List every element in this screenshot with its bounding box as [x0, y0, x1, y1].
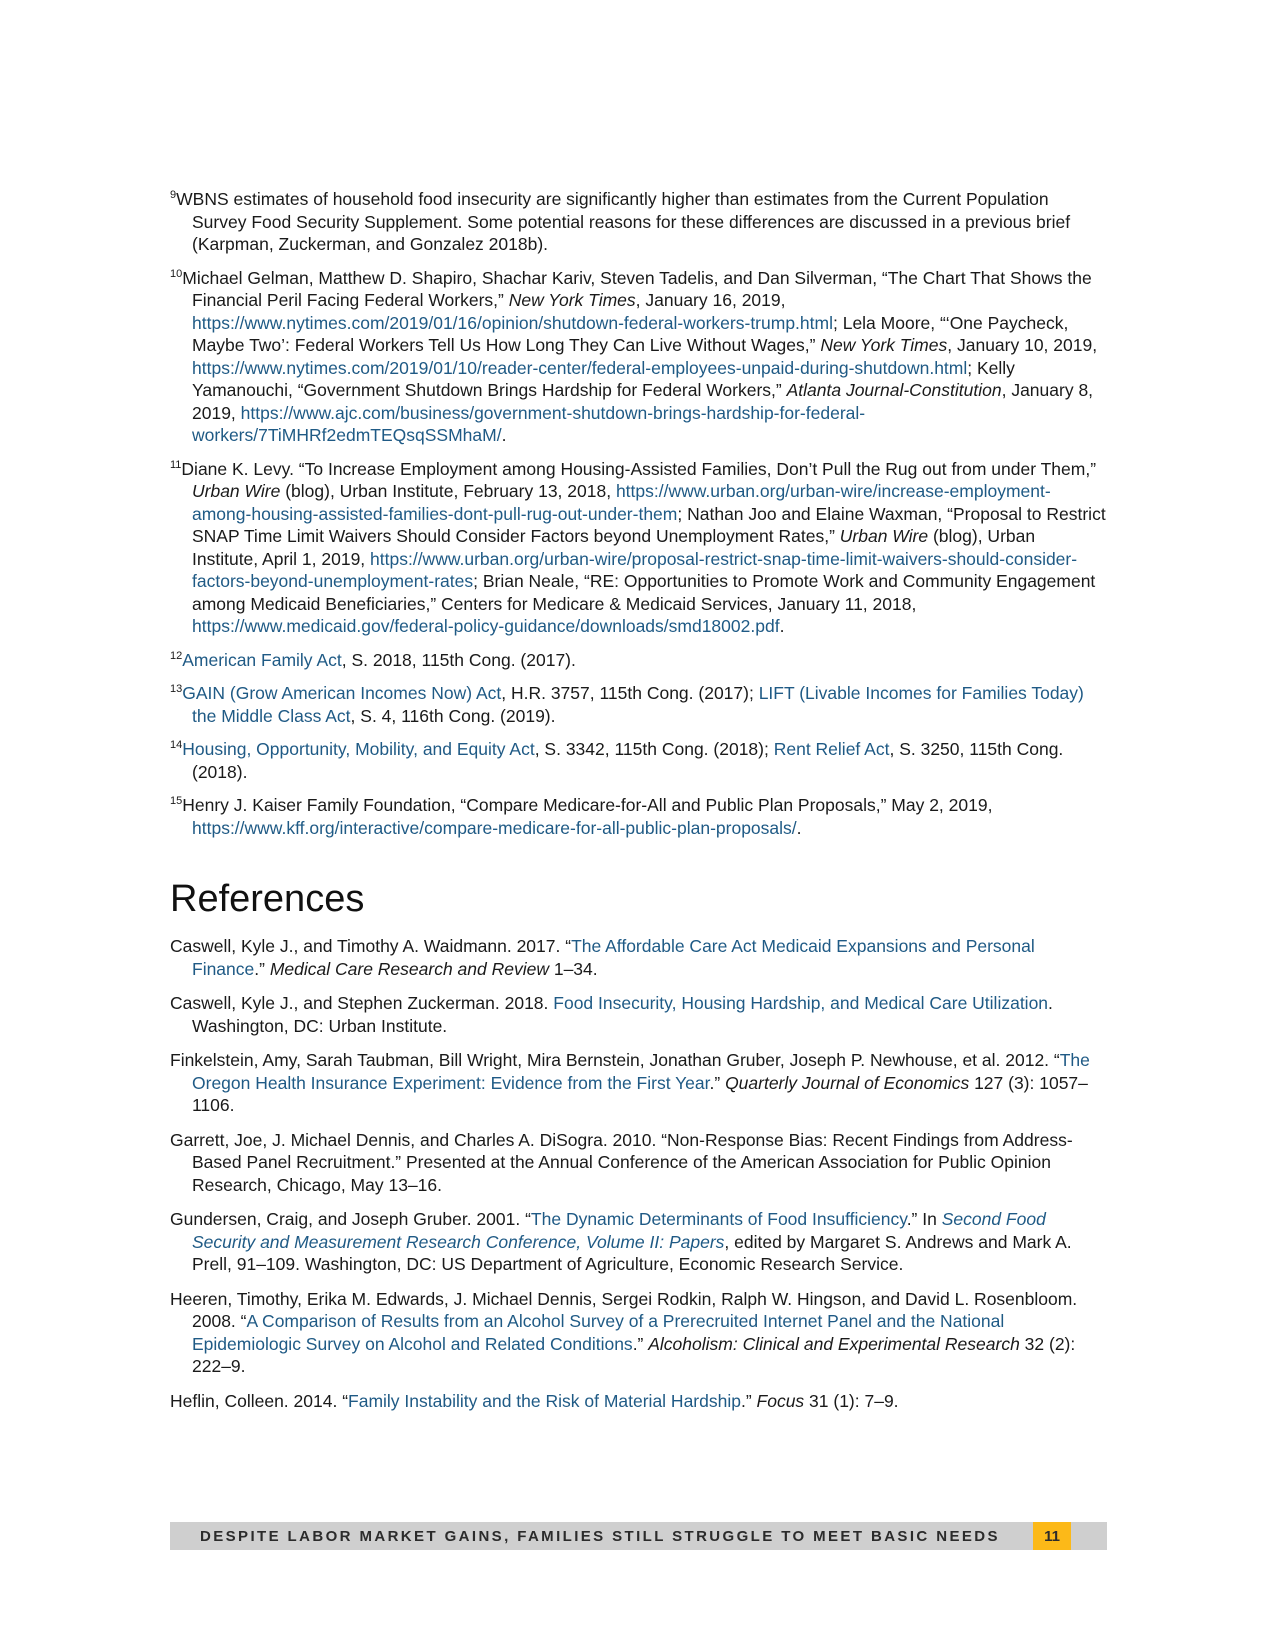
- journal-title: Alcoholism: Clinical and Experimental Research: [648, 1333, 1020, 1354]
- reference-text: 31 (1): 7–9.: [804, 1390, 899, 1411]
- footnote-text: , January 10, 2019,: [947, 335, 1098, 355]
- book-title: Second Food Security and Measurement Research Conference, Volume II: Papers: [192, 1209, 1046, 1252]
- footnote-link[interactable]: https://www.urban.org/urban-wire/proposal-restrict-snap-time-limit-waivers-should-consider-factors-beyond-unemployment-rates: [192, 548, 1078, 591]
- footnote-12: [170, 649, 1106, 672]
- footnote-14: [170, 738, 1106, 783]
- footnote-link[interactable]: https://www.urban.org/urban-wire/increase-employment-among-housing-assisted-families-dont-pull-rug-out-under-them: [192, 481, 1051, 524]
- footnote-text: Diane K. Levy. “To Increase Employment among Housing-Assisted Families, Don’t Pull the Rug out from under Them,”: [181, 458, 1097, 479]
- references-section: [170, 935, 1106, 1412]
- footnote-number: 9: [170, 189, 177, 202]
- footnote-text: ; Lela Moore, “‘One Paycheck, Maybe Two’: Federal Workers Tell Us How Long They Can Live Without Wages,”: [192, 312, 1069, 355]
- reference-link[interactable]: The Oregon Health Insurance Experiment: Evidence from the First Year: [192, 1050, 1090, 1093]
- footnote-text: , S. 3342, 115th Cong. (2018);: [534, 739, 774, 759]
- footnote-number: 11: [170, 458, 182, 471]
- footnote-text: , January 8, 2019,: [192, 380, 1094, 423]
- footnote-text: , January 16, 2019,: [635, 290, 786, 310]
- footnote-text: (blog), Urban Institute, April 1, 2019,: [192, 526, 1036, 569]
- footnote-link[interactable]: GAIN (Grow American Incomes Now) Act: [182, 683, 502, 703]
- journal-title: Quarterly Journal of Economics: [725, 1072, 970, 1093]
- footnote-text: , H.R. 3757, 115th Cong. (2017);: [501, 683, 759, 703]
- footnote-link[interactable]: Rent Relief Act: [773, 739, 890, 759]
- reference-entry: [170, 1129, 1106, 1197]
- footnote-link[interactable]: LIFT (Livable Incomes for Families Today) the Middle Class Act: [192, 683, 1084, 726]
- reference-entry: [170, 992, 1106, 1037]
- reference-text: Heeren, Timothy, Erika M. Edwards, J. Michael Dennis, Sergei Rodkin, Ralph W. Hingson, and David L. Rosenbloom. 2008. “: [170, 1288, 1078, 1331]
- footnote-text: , S. 2018, 115th Cong. (2017).: [341, 649, 576, 670]
- footnote-15: [170, 794, 1106, 839]
- footnote-10: [170, 267, 1106, 447]
- footnote-13: [170, 682, 1106, 727]
- journal-title: Focus: [756, 1390, 805, 1411]
- footnote-text: .: [779, 616, 785, 636]
- reference-text: .”: [632, 1333, 649, 1354]
- reference-text: . Washington, DC: Urban Institute.: [192, 993, 1053, 1036]
- reference-link[interactable]: A Comparison of Results from an Alcohol Survey of a Prerecruited Internet Panel and the National Epidemiologic Survey on Alcohol and Related Conditions: [192, 1311, 1005, 1354]
- footer-bar: [170, 1522, 1107, 1550]
- footnote-number: 13: [170, 683, 183, 696]
- footnote-text: Henry J. Kaiser Family Foundation, “Compare Medicare-for-All and Public Plan Proposals,” May 2, 2019,: [182, 795, 993, 815]
- reference-link[interactable]: The Affordable Care Act Medicaid Expansions and Personal Finance: [192, 936, 1035, 979]
- reference-text: 32 (2): 222–9.: [192, 1333, 1076, 1376]
- footnote-link[interactable]: https://www.medicaid.gov/federal-policy-guidance/downloads/smd18002.pdf: [192, 616, 780, 636]
- reference-text: Heflin, Colleen. 2014. “: [170, 1390, 349, 1411]
- footnote-text: .: [501, 425, 507, 445]
- footnote-link[interactable]: American Family Act: [182, 649, 342, 670]
- reference-entry: [170, 1049, 1106, 1117]
- page-content: [170, 188, 1106, 1424]
- footnote-9: [170, 188, 1106, 256]
- footnote-link[interactable]: https://www.kff.org/interactive/compare-medicare-for-all-public-plan-proposals/: [192, 817, 797, 838]
- reference-text: Caswell, Kyle J., and Timothy A. Waidmann. 2017. “: [170, 936, 572, 956]
- reference-text: 1–34.: [548, 958, 598, 979]
- footnote-link[interactable]: https://www.nytimes.com/2019/01/16/opinion/shutdown-federal-workers-trump.html: [192, 312, 833, 333]
- footnote-text: .: [796, 817, 802, 838]
- reference-text: .”: [709, 1072, 726, 1093]
- reference-entry: [170, 1288, 1106, 1378]
- reference-entry: [170, 1390, 1106, 1413]
- footnote-text: , S. 4, 116th Cong. (2019).: [350, 705, 556, 726]
- reference-text: Garrett, Joe, J. Michael Dennis, and Charles A. DiSogra. 2010. “Non-Response Bias: Recent Findings from Address-Based Panel Recruitment.” Presented at the Annual Conference of the American Association for Public Opinion Research, Chicago, May 13–16.: [170, 1129, 1073, 1195]
- page-number: 11: [1033, 1522, 1071, 1550]
- footer-title: DESPITE LABOR MARKET GAINS, FAMILIES STILL STRUGGLE TO MEET BASIC NEEDS: [200, 1527, 1000, 1545]
- reference-text: .”: [254, 958, 270, 979]
- footnote-link[interactable]: Housing, Opportunity, Mobility, and Equity Act: [182, 739, 535, 759]
- footnote-text: (blog), Urban Institute, February 13, 2018,: [280, 481, 616, 501]
- footnote-text: WBNS estimates of household food insecurity are significantly higher than estimates from the Current Population Survey Food Security Supplement. Some potential reasons for these differences are discussed in a previous brief (Karpman, Zuckerman, and Gonzalez 2018b).: [176, 189, 1071, 254]
- references-heading: References: [170, 878, 365, 920]
- footnote-text: ; Brian Neale, “RE: Opportunities to Promote Work and Community Engagement among Medicaid Beneficiaries,” Centers for Medicare & Medicaid Services, January 11, 2018,: [192, 571, 1096, 614]
- journal-title: Medical Care Research and Review: [269, 958, 549, 979]
- footnote-text: ; Kelly Yamanouchi, “Government Shutdown Brings Hardship for Federal Workers,”: [192, 357, 1015, 400]
- reference-link[interactable]: Food Insecurity, Housing Hardship, and Medical Care Utilization: [553, 993, 1049, 1013]
- footnote-text: , S. 3250, 115th Cong. (2018).: [192, 739, 1064, 782]
- publication-title: New York Times: [508, 290, 636, 310]
- reference-text: Finkelstein, Amy, Sarah Taubman, Bill Wright, Mira Bernstein, Jonathan Gruber, Joseph P. Newhouse, et al. 2012. “: [170, 1050, 1060, 1070]
- publication-title: Urban Wire: [839, 526, 929, 546]
- footnote-text: ; Nathan Joo and Elaine Waxman, “Proposal to Restrict SNAP Time Limit Waivers Should Consider Factors beyond Unemployment Rates,”: [192, 503, 1106, 546]
- reference-entry: [170, 1208, 1106, 1276]
- publication-title: Urban Wire: [192, 481, 281, 501]
- reference-text: Caswell, Kyle J., and Stephen Zuckerman. 2018.: [170, 993, 554, 1013]
- reference-link[interactable]: Family Instability and the Risk of Material Hardship: [348, 1390, 741, 1411]
- footnote-link[interactable]: https://www.ajc.com/business/government-shutdown-brings-hardship-for-federal-workers/7TiMHRf2edmTEQsqSSMhaM/: [192, 402, 866, 445]
- reference-text: , edited by Margaret S. Andrews and Mark A. Prell, 91–109. Washington, DC: US Department of Agriculture, Economic Research Service.: [192, 1231, 1072, 1274]
- footnote-11: [170, 458, 1106, 638]
- footnote-number: 10: [170, 267, 183, 280]
- footnotes-section: [170, 188, 1106, 839]
- reference-text: .”: [740, 1390, 757, 1411]
- footnote-number: 14: [170, 739, 183, 752]
- footnote-link[interactable]: https://www.nytimes.com/2019/01/10/reader-center/federal-employees-unpaid-during-shutdown.html: [192, 357, 968, 378]
- footnote-number: 12: [170, 649, 183, 662]
- publication-title: New York Times: [820, 335, 948, 355]
- publication-title: Atlanta Journal-Constitution: [786, 380, 1002, 400]
- reference-link[interactable]: The Dynamic Determinants of Food Insufficiency: [530, 1209, 907, 1229]
- reference-text: Gundersen, Craig, and Joseph Gruber. 2001. “: [170, 1209, 531, 1229]
- reference-text: 127 (3): 1057–1106.: [192, 1072, 1088, 1115]
- footnote-number: 15: [170, 795, 183, 808]
- reference-entry: [170, 935, 1106, 980]
- reference-text: .” In: [906, 1209, 942, 1229]
- footnote-text: Michael Gelman, Matthew D. Shapiro, Shachar Kariv, Steven Tadelis, and Dan Silverman, “The Chart That Shows the Financial Peril Facing Federal Workers,”: [182, 267, 1092, 310]
